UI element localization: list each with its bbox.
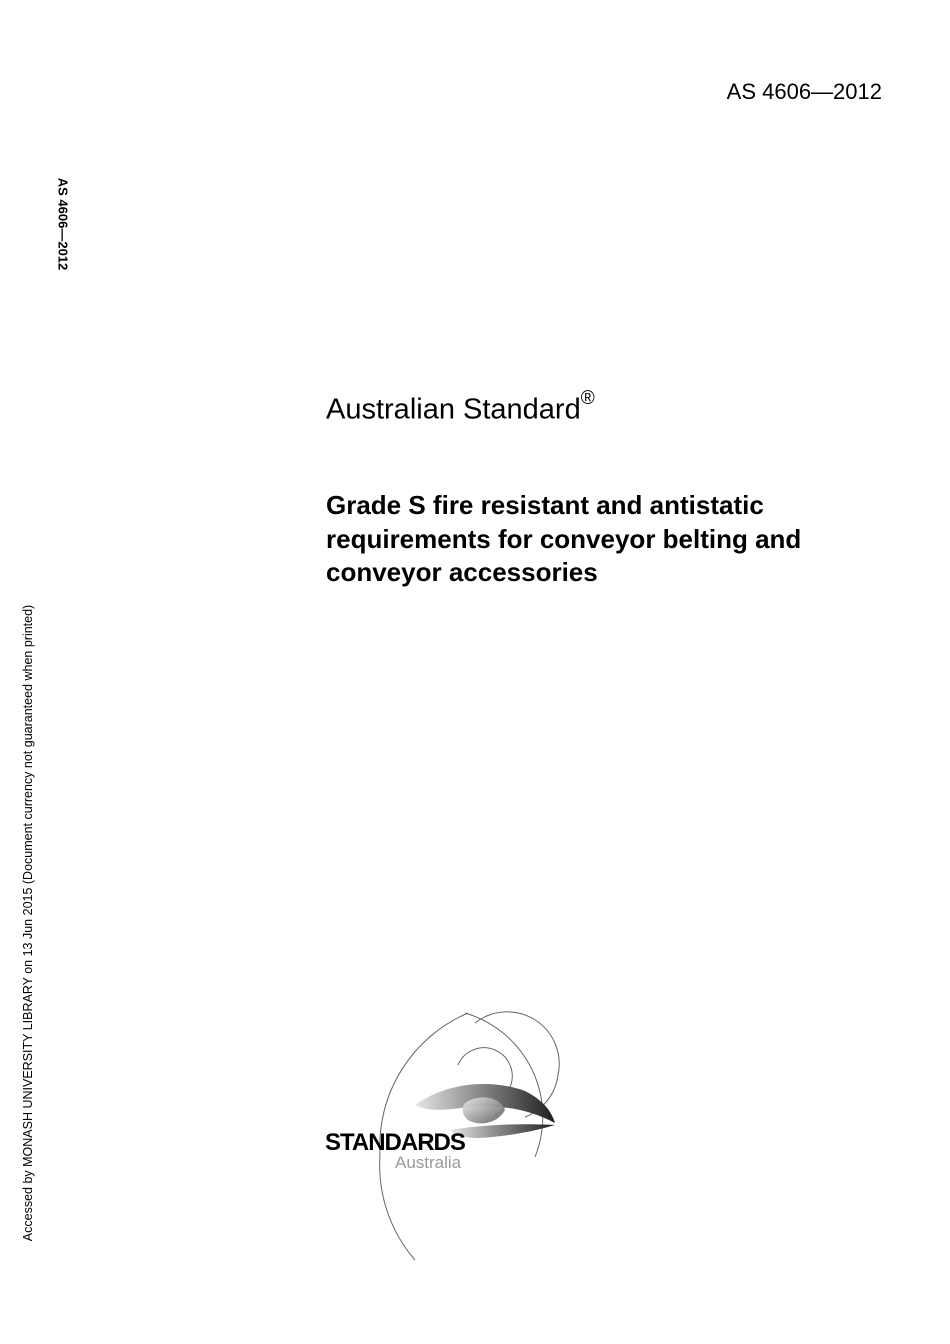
document-title: Grade S fire resistant and antistatic requirements for conveyor belting and conveyor accessories [326,490,802,587]
registered-mark: ® [580,388,595,409]
spine-document-number: AS 4606—2012 [55,177,71,271]
logo-subtitle: Australia [395,1153,462,1172]
access-watermark-note: Accessed by MONASH UNIVERSITY LIBRARY on 13 Jun 2015 (Document currency not guaranteed when printed) [21,604,35,1242]
logo-swoosh-bottom [450,1124,555,1138]
document-number: AS 4606—2012 [726,79,882,104]
logo-wordmark: STANDARDS [325,1129,465,1156]
standards-australia-logo [320,1005,590,1275]
standard-heading [326,385,595,428]
standard-label: Australian Standard [326,393,581,426]
